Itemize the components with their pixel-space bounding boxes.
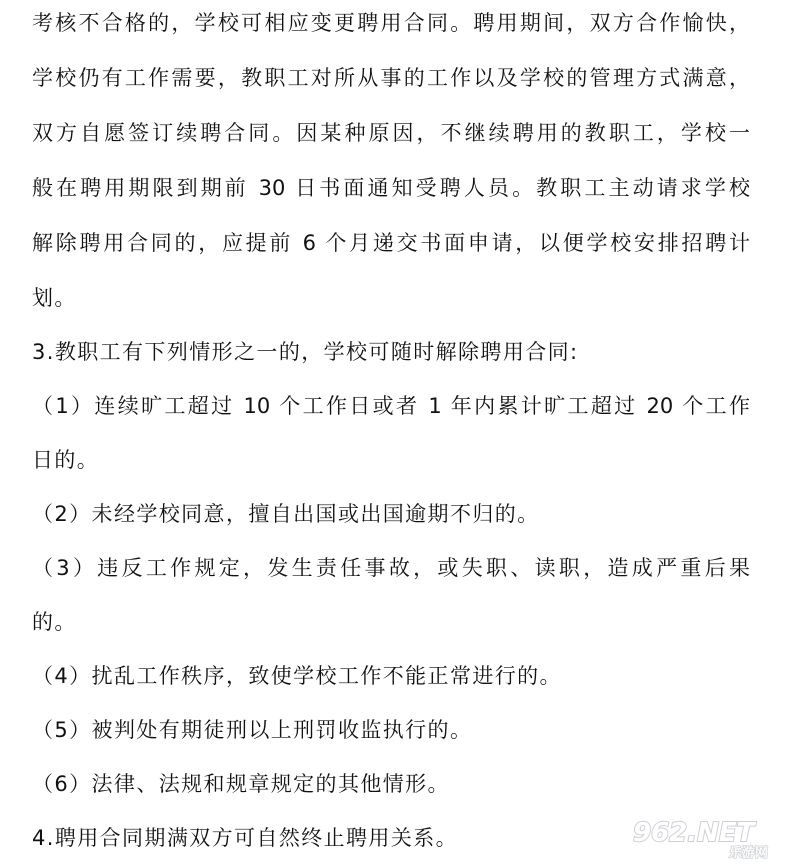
- watermark-logo-icon: [631, 815, 779, 859]
- watermark-subtitle: 乐游网: [729, 846, 769, 859]
- paragraph-1-line-2: 学校仍有工作需要，教职工对所从事的工作以及学校的管理方式满意，: [32, 66, 750, 90]
- paragraph-1-line-4: 般在聘用期限到期前 30 日书面通知受聘人员。教职工主动请求学校: [32, 176, 750, 200]
- watermark-brand: 962.NET: [633, 818, 755, 848]
- item-3-line-1: （3）违反工作规定，发生责任事故，或失职、读职，造成严重后果: [32, 556, 750, 580]
- item-3-line-2: 的。: [32, 610, 77, 634]
- item-1-line-2: 日的。: [32, 448, 100, 472]
- paragraph-1-line-3: 双方自愿签订续聘合同。因某种原因，不继续聘用的教职工，学校一: [32, 121, 750, 145]
- paragraph-1-line-1: 考核不合格的，学校可相应变更聘用合同。聘用期间，双方合作愉快，: [32, 11, 750, 35]
- item-4: （4）扰乱工作秩序，致使学校工作不能正常进行的。: [32, 664, 562, 688]
- item-1-line-1: （1）连续旷工超过 10 个工作日或者 1 年内累计旷工超过 20 个工作: [32, 394, 750, 418]
- section-3-heading: 3.教职工有下列情形之一的，学校可随时解除聘用合同:: [32, 340, 579, 364]
- section-4-heading: 4.聘用合同期满双方可自然终止聘用关系。: [32, 826, 459, 850]
- item-2: （2）未经学校同意，擅自出国或出国逾期不归的。: [32, 502, 540, 526]
- paragraph-1-line-5: 解除聘用合同的，应提前 6 个月递交书面申请，以便学校安排招聘计: [32, 231, 750, 255]
- item-6: （6）法律、法规和规章规定的其他情形。: [32, 772, 450, 796]
- item-5: （5）被判处有期徒刑以上刑罚收监执行的。: [32, 718, 473, 742]
- site-watermark-logo: [631, 815, 779, 859]
- paragraph-1-line-6: 划。: [32, 286, 77, 310]
